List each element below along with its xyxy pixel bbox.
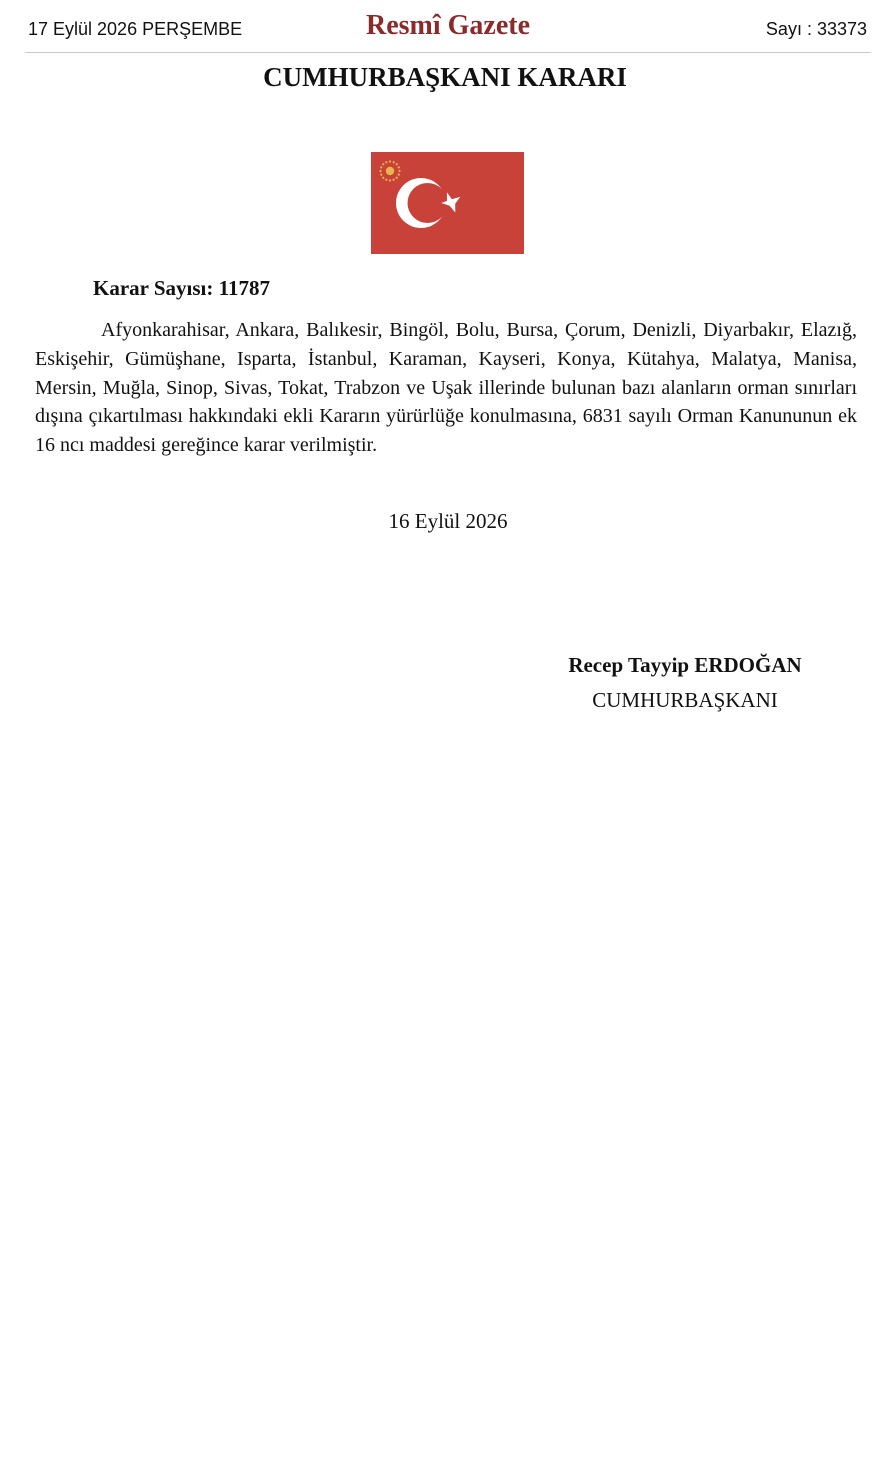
signatory-title: CUMHURBAŞKANI: [592, 688, 778, 712]
gazette-title: Resmî Gazete: [365, 10, 531, 41]
emblem-star-dot: [398, 174, 400, 176]
decision-number: Karar Sayısı: 11787: [93, 276, 270, 300]
emblem-star-dot: [380, 174, 382, 176]
emblem-star-dot: [396, 177, 398, 179]
emblem-star-dot: [393, 161, 395, 163]
emblem-star-dot: [382, 177, 384, 179]
publication-date: 17 Eylül 2026 PERŞEMBE: [28, 19, 243, 39]
gazette-header: [25, 0, 871, 53]
emblem-star-dot: [385, 179, 387, 181]
emblem-star-dot: [393, 179, 395, 181]
emblem-star-dot: [398, 170, 400, 172]
emblem-star-dot: [396, 163, 398, 165]
document-heading: CUMHURBAŞKANI KARARI: [263, 62, 627, 92]
emblem-star-dot: [382, 163, 384, 165]
emblem-star-dot: [379, 170, 381, 172]
emblem-star-dot: [380, 166, 382, 168]
emblem-star-dot: [389, 160, 391, 162]
issue-number: Sayı : 33373: [765, 19, 867, 39]
emblem-star-dot: [389, 179, 391, 181]
emblem-star-dot: [385, 161, 387, 163]
signatory-name: Recep Tayyip ERDOĞAN: [568, 653, 802, 677]
emblem-star-dot: [398, 166, 400, 168]
presidential-flag-icon: [371, 152, 524, 254]
decision-date: 16 Eylül 2026: [388, 509, 508, 533]
decision-body: Afyonkarahisar, Ankara, Balıkesir, Bingöl, Bolu, Bursa, Çorum, Denizli, Diyarbakır, Elazığ, Eskişehir, Gümüşhane, Isparta, İstanbul, Karaman, Kayseri, Konya, Kütahya, Malatya, Manisa, Mersin, Muğla, Sinop, Sivas, Tokat, Trabzon ve Uşak illerinde bulunan bazı alanların orman sınırları dışına çıkartılması hakkındaki ekli Kararın yürürlüğe konulmasına, 6831 sayılı Orman Kanununun ek 16 ncı maddesi gereğince karar verilmiştir.: [35, 319, 857, 457]
